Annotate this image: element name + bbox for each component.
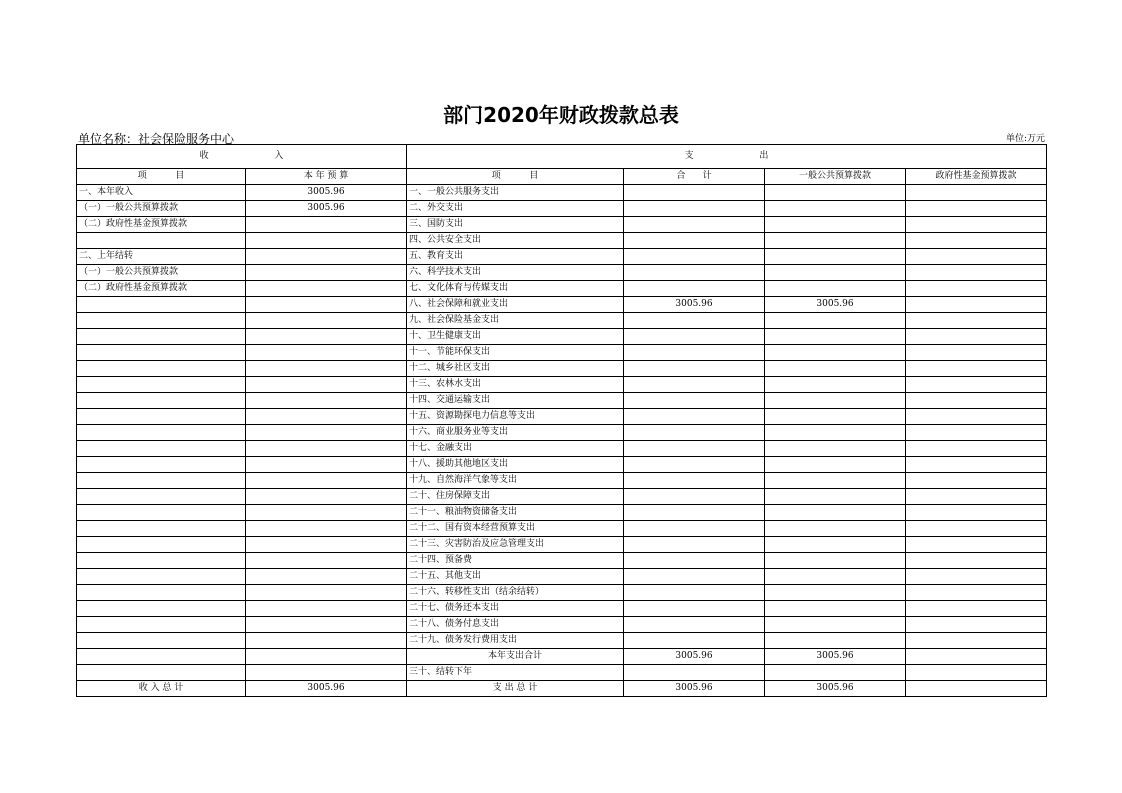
table-row <box>77 553 1047 569</box>
expense-item-cell: 二十、住房保障支出 <box>407 489 624 505</box>
subtotal-label: 本年支出合计 <box>407 649 624 665</box>
income-budget-cell <box>246 441 407 457</box>
income-item-cell <box>77 617 246 633</box>
income-budget-cell <box>246 505 407 521</box>
income-budget-cell <box>246 217 407 233</box>
expense-general-cell <box>765 585 906 601</box>
expense-general-cell <box>765 473 906 489</box>
income-item-cell <box>77 601 246 617</box>
expense-general-cell <box>765 409 906 425</box>
expense-fund-total <box>906 681 1047 697</box>
total-header: 合 计 <box>624 169 765 185</box>
expense-item-cell: 九、社会保险基金支出 <box>407 313 624 329</box>
subtotal-fund <box>906 649 1047 665</box>
expense-fund-cell <box>906 409 1047 425</box>
fund-budget-header: 政府性基金预算拨款 <box>906 169 1047 185</box>
expense-fund-cell <box>906 233 1047 249</box>
income-total-label: 收 入 总 计 <box>77 681 246 697</box>
expense-general-cell <box>765 521 906 537</box>
income-item-cell <box>77 553 246 569</box>
expense-total-cell <box>624 473 765 489</box>
expense-fund-cell <box>906 265 1047 281</box>
expense-general-cell <box>765 601 906 617</box>
income-item-cell: （一）一般公共预算拨款 <box>77 201 246 217</box>
expense-total-cell <box>624 201 765 217</box>
expense-total-cell <box>624 361 765 377</box>
expense-general-cell <box>765 249 906 265</box>
income-total-value: 3005.96 <box>246 681 407 697</box>
income-item-cell <box>77 377 246 393</box>
income-budget-cell <box>246 425 407 441</box>
income-item-cell: （一）一般公共预算拨款 <box>77 265 246 281</box>
carry-total <box>624 665 765 681</box>
table-row <box>77 569 1047 585</box>
expense-item-cell: 十九、自然海洋气象等支出 <box>407 473 624 489</box>
expense-fund-cell <box>906 297 1047 313</box>
income-budget-cell <box>246 297 407 313</box>
expense-general-cell <box>765 617 906 633</box>
header-row-columns <box>77 169 1047 185</box>
income-budget-cell <box>246 313 407 329</box>
expense-general-cell <box>765 633 906 649</box>
income-budget-cell <box>246 633 407 649</box>
income-budget-cell: 3005.96 <box>246 185 407 201</box>
income-item-cell <box>77 633 246 649</box>
table-row <box>77 537 1047 553</box>
income-item-cell <box>77 649 246 665</box>
income-item-cell <box>77 361 246 377</box>
income-item-cell <box>77 585 246 601</box>
expense-item-cell: 七、文化体育与传媒支出 <box>407 281 624 297</box>
table-row <box>77 345 1047 361</box>
table-row <box>77 425 1047 441</box>
expense-item-cell: 二十九、债务发行费用支出 <box>407 633 624 649</box>
table-row <box>77 329 1047 345</box>
table-row <box>77 361 1047 377</box>
expense-item-cell: 一、一般公共服务支出 <box>407 185 624 201</box>
expense-general-cell <box>765 281 906 297</box>
income-budget-cell <box>246 473 407 489</box>
expense-total-cell <box>624 553 765 569</box>
table-row <box>77 585 1047 601</box>
expense-fund-cell <box>906 281 1047 297</box>
income-budget-cell <box>246 649 407 665</box>
income-item-cell <box>77 329 246 345</box>
expense-general-cell <box>765 569 906 585</box>
income-item-cell <box>77 569 246 585</box>
subtotal-general: 3005.96 <box>765 649 906 665</box>
income-budget-cell <box>246 569 407 585</box>
expense-item-header: 项 目 <box>407 169 624 185</box>
expense-general-cell <box>765 537 906 553</box>
income-budget-cell <box>246 601 407 617</box>
expense-total-cell <box>624 409 765 425</box>
expense-item-cell: 十八、援助其他地区支出 <box>407 457 624 473</box>
income-budget-cell <box>246 553 407 569</box>
table-row <box>77 457 1047 473</box>
expense-general-cell <box>765 201 906 217</box>
expense-total-cell: 3005.96 <box>624 297 765 313</box>
table-row <box>77 377 1047 393</box>
income-budget-cell <box>246 585 407 601</box>
expense-item-cell: 三、国防支出 <box>407 217 624 233</box>
expense-general-cell <box>765 441 906 457</box>
expense-general-cell <box>765 505 906 521</box>
expense-total-cell <box>624 521 765 537</box>
expense-fund-cell <box>906 185 1047 201</box>
expense-general-cell <box>765 185 906 201</box>
expense-general-cell <box>765 393 906 409</box>
expense-general-cell <box>765 377 906 393</box>
income-item-cell <box>77 665 246 681</box>
expense-item-cell: 十四、交通运输支出 <box>407 393 624 409</box>
table-row <box>77 249 1047 265</box>
table-row <box>77 185 1047 201</box>
table-row <box>77 281 1047 297</box>
income-item-cell: （二）政府性基金预算拨款 <box>77 217 246 233</box>
expense-fund-cell <box>906 441 1047 457</box>
expense-item-cell: 六、科学技术支出 <box>407 265 624 281</box>
income-budget-cell <box>246 665 407 681</box>
expense-item-cell: 二十一、粮油物资储备支出 <box>407 505 624 521</box>
expense-general-cell <box>765 313 906 329</box>
income-item-cell <box>77 505 246 521</box>
expense-fund-cell <box>906 345 1047 361</box>
expense-item-cell: 十五、资源勘探电力信息等支出 <box>407 409 624 425</box>
expense-item-cell: 二十五、其他支出 <box>407 569 624 585</box>
expense-item-cell: 二十四、预备费 <box>407 553 624 569</box>
expense-item-cell: 二十八、债务付息支出 <box>407 617 624 633</box>
expense-total-cell <box>624 329 765 345</box>
expense-fund-cell <box>906 521 1047 537</box>
expense-fund-cell <box>906 217 1047 233</box>
table-row <box>77 633 1047 649</box>
expense-fund-cell <box>906 393 1047 409</box>
expense-total-cell <box>624 505 765 521</box>
expense-total-cell <box>624 585 765 601</box>
expense-fund-cell <box>906 361 1047 377</box>
income-budget-cell <box>246 265 407 281</box>
expense-fund-cell <box>906 329 1047 345</box>
expense-general-cell <box>765 329 906 345</box>
expense-general-cell <box>765 265 906 281</box>
expense-total-cell <box>624 185 765 201</box>
income-item-cell: 二、上年结转 <box>77 249 246 265</box>
expense-fund-cell <box>906 569 1047 585</box>
expense-fund-cell <box>906 537 1047 553</box>
totals-row <box>77 681 1047 697</box>
income-budget-cell <box>246 521 407 537</box>
carry-label: 三十、结转下年 <box>407 665 624 681</box>
income-item-cell: （二）政府性基金预算拨款 <box>77 281 246 297</box>
expense-total-cell <box>624 633 765 649</box>
expense-fund-cell <box>906 249 1047 265</box>
expense-item-cell: 四、公共安全支出 <box>407 233 624 249</box>
income-item-cell <box>77 233 246 249</box>
income-budget-cell <box>246 233 407 249</box>
expense-fund-cell <box>906 553 1047 569</box>
expense-general-total: 3005.96 <box>765 681 906 697</box>
expense-general-cell: 3005.96 <box>765 297 906 313</box>
expense-item-cell: 八、社会保障和就业支出 <box>407 297 624 313</box>
income-budget-cell <box>246 409 407 425</box>
income-item-cell <box>77 473 246 489</box>
table-row <box>77 297 1047 313</box>
table-row <box>77 233 1047 249</box>
expense-item-cell: 十一、节能环保支出 <box>407 345 624 361</box>
income-item-cell <box>77 441 246 457</box>
income-budget-cell <box>246 537 407 553</box>
expense-general-cell <box>765 233 906 249</box>
expense-general-cell <box>765 489 906 505</box>
expense-total-cell <box>624 233 765 249</box>
expense-total-cell <box>624 393 765 409</box>
table-row <box>77 617 1047 633</box>
income-item-cell <box>77 537 246 553</box>
expense-fund-cell <box>906 585 1047 601</box>
expense-total-cell <box>624 249 765 265</box>
income-budget-cell <box>246 393 407 409</box>
income-item-header: 项 目 <box>77 169 246 185</box>
expense-fund-cell <box>906 425 1047 441</box>
expense-item-cell: 二、外交支出 <box>407 201 624 217</box>
expense-total-cell <box>624 265 765 281</box>
income-budget-cell <box>246 281 407 297</box>
table-row <box>77 201 1047 217</box>
expense-general-cell <box>765 217 906 233</box>
table-row <box>77 521 1047 537</box>
income-item-cell <box>77 425 246 441</box>
income-item-cell: 一、本年收入 <box>77 185 246 201</box>
expense-general-cell <box>765 553 906 569</box>
table-row <box>77 313 1047 329</box>
expense-fund-cell <box>906 601 1047 617</box>
expense-fund-cell <box>906 377 1047 393</box>
table-row <box>77 217 1047 233</box>
carry-fund <box>906 665 1047 681</box>
table-row <box>77 473 1047 489</box>
income-item-cell <box>77 313 246 329</box>
income-item-cell <box>77 489 246 505</box>
table-row <box>77 441 1047 457</box>
income-item-cell <box>77 457 246 473</box>
table-row <box>77 393 1047 409</box>
income-item-cell <box>77 297 246 313</box>
income-budget-cell <box>246 329 407 345</box>
expense-general-cell <box>765 361 906 377</box>
table-row <box>77 505 1047 521</box>
subtotal-total: 3005.96 <box>624 649 765 665</box>
expense-total-cell <box>624 377 765 393</box>
income-item-cell <box>77 393 246 409</box>
expense-fund-cell <box>906 473 1047 489</box>
expense-total-cell <box>624 425 765 441</box>
expense-general-cell <box>765 425 906 441</box>
expense-item-cell: 十六、商业服务业等支出 <box>407 425 624 441</box>
carry-row <box>77 665 1047 681</box>
budget-header: 本 年 预 算 <box>246 169 407 185</box>
subtotal-row <box>77 649 1047 665</box>
expense-item-cell: 二十二、国有资本经营预算支出 <box>407 521 624 537</box>
general-budget-header: 一般公共预算拨款 <box>765 169 906 185</box>
table-row <box>77 409 1047 425</box>
unit-label: 单位:万元 <box>1005 134 1045 144</box>
expense-item-cell: 二十三、灾害防治及应急管理支出 <box>407 537 624 553</box>
expense-total-cell <box>624 489 765 505</box>
expense-total-cell <box>624 569 765 585</box>
expense-header: 支 出 <box>407 145 1047 169</box>
expense-fund-cell <box>906 201 1047 217</box>
income-budget-cell <box>246 361 407 377</box>
table-row <box>77 265 1047 281</box>
table-row <box>77 489 1047 505</box>
income-item-cell <box>77 521 246 537</box>
expense-grand-total: 3005.96 <box>624 681 765 697</box>
table-row <box>77 601 1047 617</box>
expense-general-cell <box>765 457 906 473</box>
header-row-sections <box>77 145 1047 169</box>
expense-item-cell: 十二、城乡社区支出 <box>407 361 624 377</box>
expense-item-cell: 十七、金融支出 <box>407 441 624 457</box>
expense-total-cell <box>624 601 765 617</box>
expense-item-cell: 十、卫生健康支出 <box>407 329 624 345</box>
expense-item-cell: 二十六、转移性支出（结余结转） <box>407 585 624 601</box>
expense-item-cell: 十三、农林水支出 <box>407 377 624 393</box>
income-budget-cell <box>246 457 407 473</box>
expense-fund-cell <box>906 313 1047 329</box>
expense-fund-cell <box>906 505 1047 521</box>
income-header: 收 入 <box>77 145 407 169</box>
expense-total-cell <box>624 441 765 457</box>
carry-general <box>765 665 906 681</box>
expense-total-cell <box>624 281 765 297</box>
expense-total-cell <box>624 345 765 361</box>
expense-general-cell <box>765 345 906 361</box>
income-item-cell <box>77 345 246 361</box>
expense-item-cell: 五、教育支出 <box>407 249 624 265</box>
expense-total-cell <box>624 217 765 233</box>
expense-total-cell <box>624 537 765 553</box>
income-budget-cell <box>246 345 407 361</box>
expense-fund-cell <box>906 617 1047 633</box>
income-budget-cell: 3005.96 <box>246 201 407 217</box>
expense-item-cell: 二十七、债务还本支出 <box>407 601 624 617</box>
expense-total-label: 支 出 总 计 <box>407 681 624 697</box>
expense-fund-cell <box>906 489 1047 505</box>
expense-fund-cell <box>906 457 1047 473</box>
unit-name: 单位名称：社会保险服务中心 <box>78 132 235 146</box>
income-budget-cell <box>246 249 407 265</box>
expense-total-cell <box>624 617 765 633</box>
income-budget-cell <box>246 617 407 633</box>
expense-total-cell <box>624 457 765 473</box>
expense-fund-cell <box>906 633 1047 649</box>
income-budget-cell <box>246 377 407 393</box>
income-item-cell <box>77 409 246 425</box>
expense-total-cell <box>624 313 765 329</box>
page-title: 部门2020年财政拨款总表 <box>443 103 679 127</box>
income-budget-cell <box>246 489 407 505</box>
budget-table <box>76 144 1047 697</box>
